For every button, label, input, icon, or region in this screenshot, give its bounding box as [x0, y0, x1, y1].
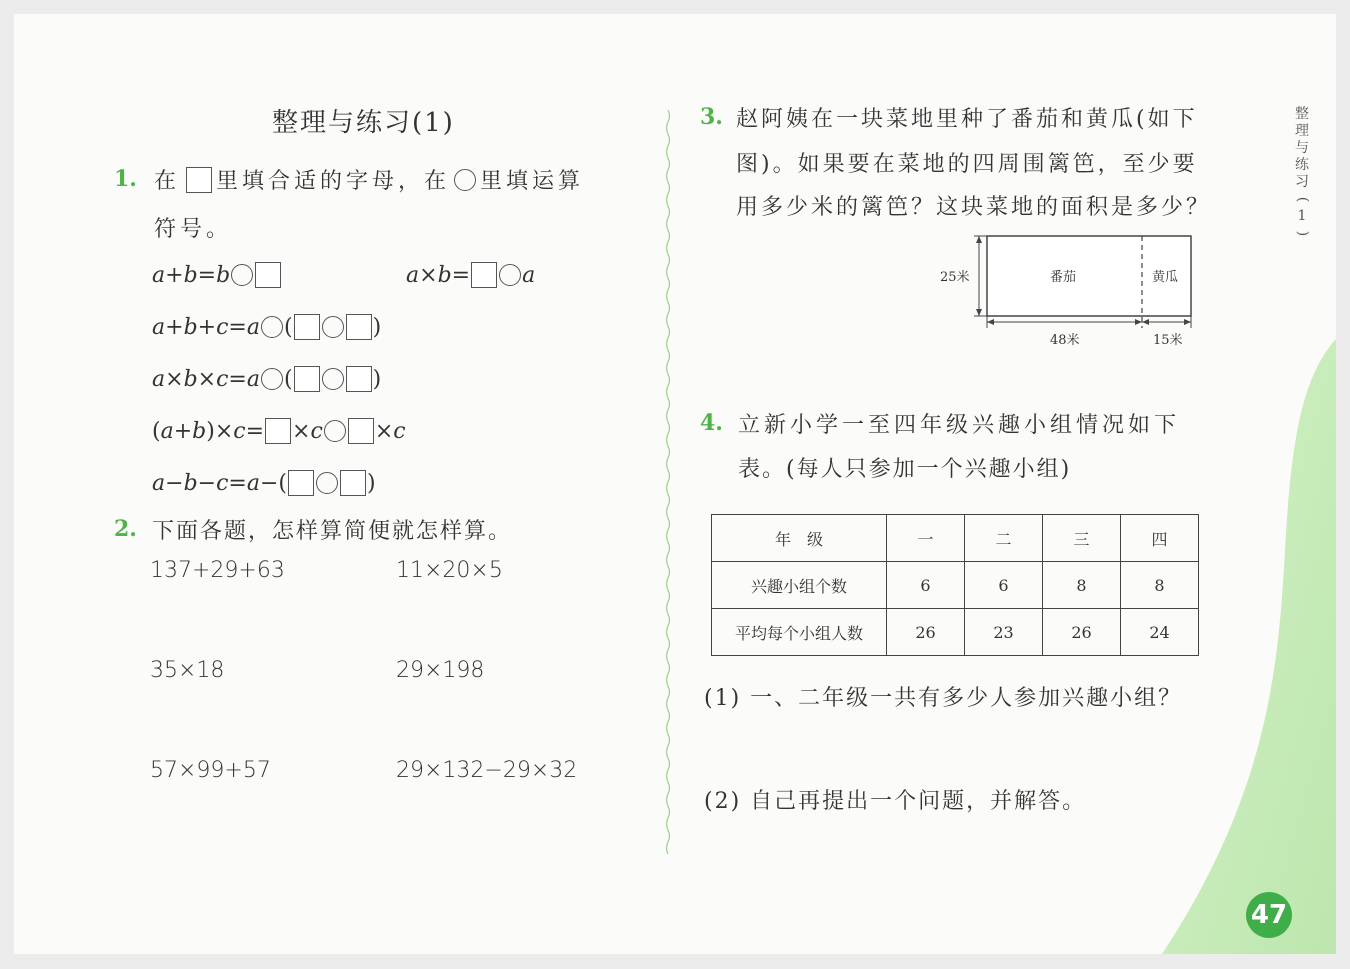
eq-var: c [310, 418, 323, 444]
eq-op: + [173, 418, 193, 444]
table-cell: 6 [887, 562, 965, 609]
answer-circle-icon[interactable] [322, 316, 344, 338]
q3-line2: 图)。如果要在菜地的四周围篱笆，至少要 [736, 152, 1198, 177]
eq-paren: ) [206, 418, 215, 444]
table-header-cell: 二 [965, 515, 1043, 562]
eq-op: = [245, 418, 265, 444]
eq-var: a [522, 262, 536, 288]
eq-paren: ( [283, 314, 293, 340]
eq-var: a [246, 470, 260, 496]
table-cell: 23 [965, 609, 1043, 656]
eq-op: + [165, 314, 184, 340]
table-header-cell: 三 [1043, 515, 1121, 562]
eq-var: c [233, 418, 246, 444]
cucumber-label: 黄瓜 [1152, 270, 1179, 285]
side-section-label [1291, 106, 1313, 242]
equation-5 [152, 414, 406, 448]
answer-circle-icon[interactable] [316, 472, 338, 494]
eq-var: b [183, 366, 198, 392]
eq-op: − [165, 470, 184, 496]
q3-line1: 赵阿姨在一块菜地里种了番茄和黄瓜(如下 [736, 107, 1198, 132]
answer-box-icon [186, 167, 212, 193]
eq-var: b [216, 262, 231, 288]
eq-var: b [192, 418, 207, 444]
side-char: ( [1294, 196, 1311, 203]
eq-var: c [216, 470, 229, 496]
answer-box-icon[interactable] [346, 366, 372, 392]
eq-paren: ( [278, 470, 288, 496]
eq-op: × [197, 366, 217, 392]
q1-text-line1 [154, 164, 584, 195]
side-char: 习 [1295, 174, 1309, 190]
eq-op: = [228, 366, 247, 392]
q4-number: 4. [700, 410, 723, 436]
table-header-cell: 一 [887, 515, 965, 562]
eq-var: a [152, 262, 166, 288]
answer-circle-icon[interactable] [261, 368, 283, 390]
width2-label: 15米 [1153, 333, 1183, 348]
calc-item: 35×18 [150, 658, 225, 683]
answer-box-icon[interactable] [265, 418, 291, 444]
answer-box-icon[interactable] [288, 470, 314, 496]
q4-sub1: (1) 一、二年级一共有多少人参加兴趣小组？ [704, 686, 1183, 711]
answer-circle-icon[interactable] [322, 368, 344, 390]
eq-var: c [216, 366, 229, 392]
q3-number: 3. [700, 104, 723, 130]
eq-paren: ) [372, 366, 382, 392]
eq-op: × [292, 418, 311, 444]
q1-text-a: 在 [154, 169, 181, 194]
eq-var: a [160, 418, 174, 444]
eq-var: a [152, 470, 166, 496]
table-cell: 兴趣小组个数 [712, 562, 887, 609]
eq-var: a [246, 366, 260, 392]
eq-var: a [246, 314, 260, 340]
eq-op: × [165, 366, 184, 392]
side-char: ) [1294, 230, 1311, 237]
table-cell: 26 [887, 609, 965, 656]
garden-figure [934, 230, 1204, 350]
q2-text: 下面各题，怎样算简便就怎样算。 [152, 519, 513, 544]
side-char: 与 [1295, 140, 1309, 156]
calc-item: 57×99+57 [150, 758, 271, 783]
eq-op: × [214, 418, 234, 444]
calc-item: 137+29+63 [150, 558, 285, 583]
eq-var: b [183, 314, 198, 340]
answer-circle-icon[interactable] [231, 264, 253, 286]
eq-var: a [152, 314, 166, 340]
table-cell: 8 [1121, 562, 1199, 609]
eq-op: + [197, 314, 217, 340]
side-char: 1 [1297, 208, 1307, 224]
q1-text-line2: 符号。 [154, 217, 233, 242]
answer-circle-icon [454, 169, 476, 191]
q4-line2: 表。(每人只参加一个兴趣小组) [738, 457, 1072, 482]
answer-circle-icon[interactable] [499, 264, 521, 286]
eq-op: − [197, 470, 217, 496]
interest-group-table [711, 514, 1199, 656]
eq-op: = [228, 470, 247, 496]
answer-box-icon[interactable] [346, 314, 372, 340]
q1-number: 1. [114, 166, 137, 192]
table-row [712, 562, 1199, 609]
eq-paren: ) [372, 314, 382, 340]
answer-box-icon[interactable] [294, 366, 320, 392]
page-divider [665, 110, 671, 855]
table-cell: 26 [1043, 609, 1121, 656]
q4-line1: 立新小学一至四年级兴趣小组情况如下 [738, 413, 1181, 438]
eq-op: + [165, 262, 184, 288]
calc-item: 11×20×5 [396, 558, 503, 583]
page-number-badge: 47 [1246, 892, 1292, 938]
calc-item: 29×198 [396, 658, 485, 683]
equation-6 [152, 466, 376, 500]
table-cell: 6 [965, 562, 1043, 609]
eq-var: b [183, 262, 198, 288]
q1-text-c: 里填运算 [480, 169, 585, 194]
q1-text-b: 里填合适的字母，在 [216, 169, 451, 194]
equation-3 [152, 310, 381, 344]
side-char: 理 [1295, 123, 1309, 139]
eq-op: × [419, 262, 438, 288]
answer-circle-icon[interactable] [261, 316, 283, 338]
eq-var: a [152, 366, 166, 392]
q4-sub2: (2) 自己再提出一个问题，并解答。 [704, 789, 1087, 814]
eq-op: = [228, 314, 247, 340]
answer-box-icon[interactable] [255, 262, 281, 288]
workbook-page [14, 14, 1336, 954]
table-header-cell: 四 [1121, 515, 1199, 562]
table-cell: 8 [1043, 562, 1121, 609]
table-header-cell: 年 级 [712, 515, 887, 562]
eq-var: c [393, 418, 406, 444]
eq-paren: ( [152, 418, 161, 444]
side-char: 练 [1295, 157, 1309, 173]
eq-var: b [437, 262, 452, 288]
table-cell: 平均每个小组人数 [712, 609, 887, 656]
equation-2 [406, 258, 535, 292]
eq-var: b [183, 470, 198, 496]
eq-var: c [216, 314, 229, 340]
q2-number: 2. [114, 516, 137, 542]
eq-paren: ( [283, 366, 293, 392]
answer-box-icon[interactable] [340, 470, 366, 496]
eq-op: = [451, 262, 471, 288]
side-char: 整 [1295, 106, 1309, 122]
table-cell: 24 [1121, 609, 1199, 656]
eq-op: − [259, 470, 279, 496]
q3-line3: 用多少米的篱笆？这块菜地的面积是多少？ [736, 195, 1212, 220]
tomato-label: 番茄 [1050, 270, 1077, 285]
answer-circle-icon[interactable] [324, 420, 346, 442]
calc-item: 29×132−29×32 [396, 758, 578, 783]
answer-box-icon[interactable] [294, 314, 320, 340]
answer-box-icon[interactable] [348, 418, 374, 444]
table-row [712, 609, 1199, 656]
equation-1 [152, 258, 282, 292]
equation-4 [152, 362, 381, 396]
eq-var: a [406, 262, 420, 288]
table-row [712, 515, 1199, 562]
eq-paren: ) [367, 470, 376, 496]
answer-box-icon[interactable] [471, 262, 497, 288]
width1-label: 48米 [1050, 333, 1080, 348]
eq-op: = [197, 262, 217, 288]
section-title: 整理与练习(1) [272, 108, 455, 138]
eq-op: × [374, 418, 394, 444]
height-label: 25米 [940, 270, 970, 285]
